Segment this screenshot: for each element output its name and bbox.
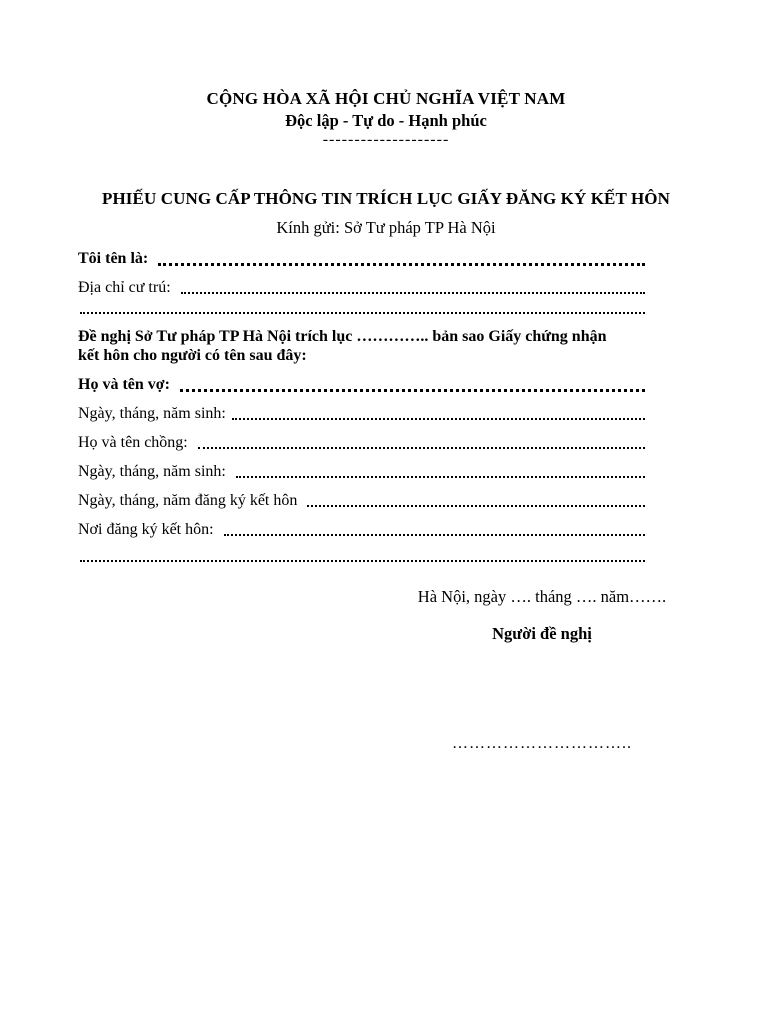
header-separator: -------------------- bbox=[322, 131, 450, 148]
field-row-residence-address bbox=[78, 278, 645, 297]
field-row-wife-birthdate bbox=[78, 404, 645, 423]
field-row-husband-name bbox=[78, 433, 645, 452]
dotted-blank-address-continuation[interactable] bbox=[80, 311, 645, 314]
salutation-line: Kính gửi: Sở Tư pháp TP Hà Nội bbox=[276, 218, 496, 237]
request-paragraph-line1: Đề nghị Sở Tư pháp TP Hà Nội trích lục ………….. bản sao Giấy chứng nhận bbox=[78, 328, 607, 345]
field-row-wife-name bbox=[78, 375, 645, 394]
field-label-full-name: Tôi tên là: bbox=[78, 250, 153, 267]
signature-dotted-blank[interactable]: ………………………….. bbox=[452, 735, 632, 752]
dotted-blank-full-name[interactable] bbox=[158, 249, 645, 266]
field-row-husband-birthdate bbox=[78, 462, 645, 481]
field-row-marriage-registration-place bbox=[78, 520, 645, 539]
field-row-address-continuation bbox=[78, 311, 645, 317]
national-title: CỘNG HÒA XÃ HỘI CHỦ NGHĨA VIỆT NAM bbox=[206, 89, 566, 108]
dotted-blank-husband-birthdate[interactable] bbox=[236, 462, 645, 478]
dotted-blank-marriage-registration-date[interactable] bbox=[307, 491, 645, 507]
dotted-blank-wife-name[interactable] bbox=[180, 375, 645, 392]
request-paragraph-line2: kết hôn cho người có tên sau đây: bbox=[78, 347, 307, 364]
dotted-blank-husband-name[interactable] bbox=[198, 433, 645, 449]
field-label-husband-birthdate: Ngày, tháng, năm sinh: bbox=[78, 463, 230, 480]
dotted-blank-wife-birthdate[interactable] bbox=[232, 404, 645, 420]
field-row-place-continuation bbox=[78, 559, 645, 565]
date-place-line: Hà Nội, ngày …. tháng …. năm……. bbox=[417, 587, 667, 606]
dotted-blank-marriage-registration-place[interactable] bbox=[224, 520, 645, 536]
field-label-residence-address: Địa chỉ cư trú: bbox=[78, 279, 175, 296]
signature-block bbox=[312, 587, 772, 754]
dotted-blank-place-continuation[interactable] bbox=[80, 559, 645, 562]
field-label-marriage-registration-date: Ngày, tháng, năm đăng ký kết hôn bbox=[78, 492, 302, 509]
national-motto: Độc lập - Tự do - Hạnh phúc bbox=[285, 111, 487, 130]
form-fields bbox=[78, 249, 772, 565]
national-header bbox=[78, 88, 694, 148]
field-row-marriage-registration-date bbox=[78, 491, 645, 510]
field-row-full-name bbox=[78, 249, 645, 268]
signer-title: Người đề nghị bbox=[492, 624, 592, 643]
field-label-wife-name: Họ và tên vợ: bbox=[78, 376, 174, 393]
field-label-marriage-registration-place: Nơi đăng ký kết hôn: bbox=[78, 521, 218, 538]
field-label-wife-birthdate: Ngày, tháng, năm sinh: bbox=[78, 405, 226, 422]
request-paragraph bbox=[78, 327, 718, 365]
field-label-husband-name: Họ và tên chồng: bbox=[78, 434, 192, 451]
dotted-blank-residence-address[interactable] bbox=[181, 278, 645, 294]
document-title: PHIẾU CUNG CẤP THÔNG TIN TRÍCH LỤC GIẤY ĐĂNG KÝ KẾT HÔN bbox=[102, 189, 670, 208]
